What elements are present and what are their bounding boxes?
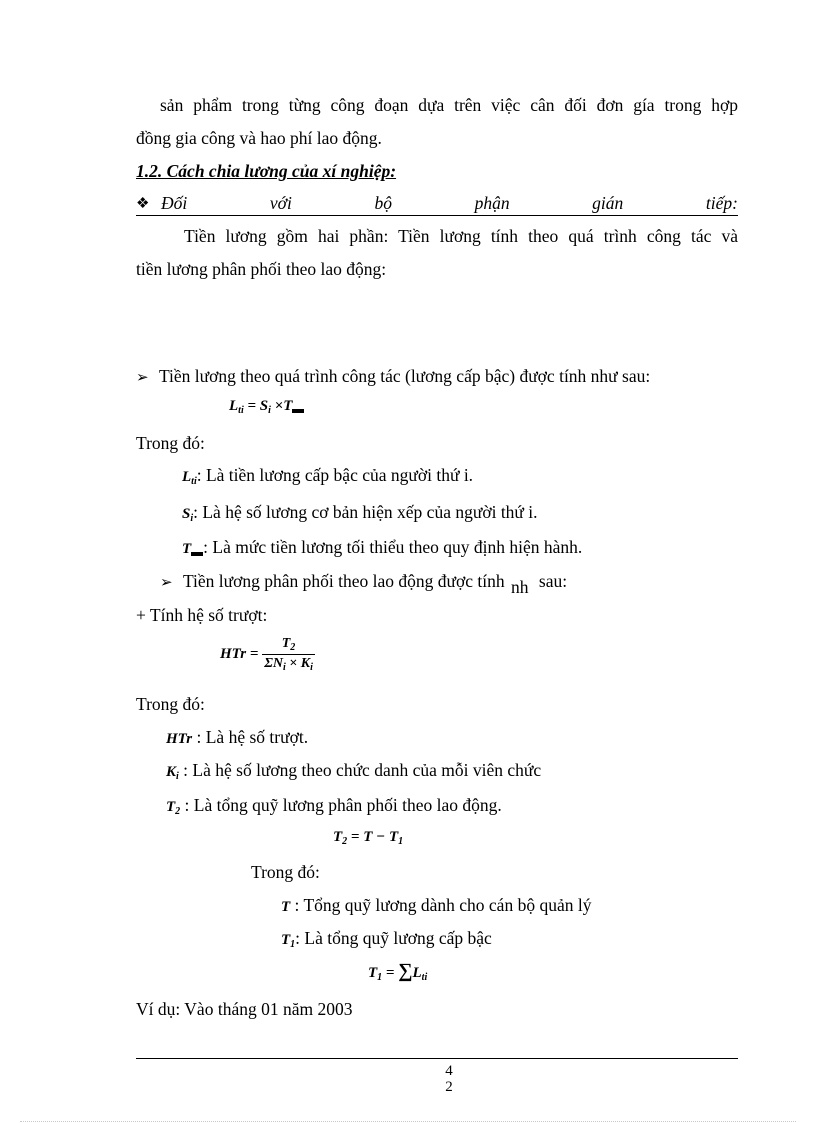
formula-symbol: T (182, 541, 192, 557)
example-line: Ví dụ: Vào tháng 01 năm 2003 (136, 999, 353, 1019)
definition-text: : Tổng quỹ lương dành cho cán bộ quản lý (290, 895, 592, 915)
formula-symbol: T (368, 965, 378, 981)
formula-subscript: i (310, 662, 313, 673)
formula-subscript: 1 (290, 939, 296, 950)
formula-symbol: T (281, 899, 291, 915)
formula-subscript: 2 (175, 806, 181, 817)
formula-symbol (166, 799, 180, 815)
formula-symbol: HTr (220, 646, 247, 662)
formula-t2 (333, 829, 403, 847)
fraction-denominator (262, 655, 315, 673)
definition-text: : Là tiền lương cấp bậc của người thứ i. (196, 465, 474, 485)
definition-row (281, 928, 492, 950)
formula-t1 (368, 960, 427, 983)
definition-row (166, 760, 541, 782)
list-item-text: Tiền lương theo quá trình công tác (lương cấp bậc) được tính như sau: (158, 366, 651, 386)
formula-operator: = (246, 646, 263, 662)
section-heading: 1.2. Cách chia lương của xí nghiệp: (136, 161, 397, 181)
definition-text: : Là tổng quỹ lương cấp bậc (295, 928, 492, 948)
formula-symbol: $S_i$ (182, 506, 194, 524)
formula-symbol: T (333, 829, 343, 845)
plus-line: + Tính hệ số trượt: (136, 605, 268, 625)
arrow-bullet-icon: ➢ (160, 575, 173, 591)
intro-line: tiền lương phân phối theo lao động: (136, 259, 387, 279)
formula-symbol-letter: T (281, 932, 291, 948)
formula-symbol: ΣN (264, 656, 283, 671)
sum-symbol: ∑ (398, 960, 413, 982)
intro-line: Tiền lương gồm hai phần: Tiền lương tính theo quá trình công tác và (184, 226, 738, 246)
list-item-text-end: sau: (538, 571, 568, 591)
bullet-heading-words (161, 193, 738, 214)
page-bottom-border (20, 1121, 796, 1122)
formula-subscript: i (176, 771, 179, 782)
formula-symbol: T (283, 398, 293, 414)
definition-row (182, 465, 473, 487)
heading-word: với (269, 193, 292, 213)
formula-symbol: HTr (166, 731, 193, 747)
formula-operator: = (382, 965, 399, 981)
formula-symbol: T (281, 636, 291, 651)
where-label: Trong đó: (251, 862, 320, 882)
definition-row (182, 502, 538, 524)
footer-divider (136, 1058, 738, 1059)
fraction-numerator (262, 636, 315, 655)
formula-operator: × K (285, 656, 311, 671)
definition-text: : Là hệ số trượt. (192, 727, 309, 747)
formula-subscript: 2 (290, 642, 296, 653)
arrow-bullet-icon: ➢ (136, 370, 149, 386)
heading-word: tiếp: (705, 193, 738, 213)
formula-subscript: ti (421, 972, 428, 983)
formula-symbol (166, 764, 179, 780)
bullet-heading (136, 193, 738, 216)
formula-symbol-letter: K (166, 764, 177, 780)
paragraph-line: đồng gia công và hao phí lao động. (136, 128, 382, 148)
formula-subscript: 1 (377, 972, 383, 983)
formula-symbol-letter: T (166, 799, 176, 815)
formula-l-ti (229, 398, 304, 416)
redacted-subscript-block (191, 552, 203, 556)
formula-operator: × (270, 398, 284, 414)
heading-word: Đối (161, 193, 188, 213)
list-item-text-fragment: nh (511, 577, 529, 597)
heading-word: bộ (374, 193, 392, 213)
definition-row (182, 537, 582, 558)
where-label: Trong đó: (136, 433, 205, 453)
formula-symbol: L (412, 965, 422, 981)
formula-symbol: S (259, 398, 269, 414)
page-number-top: 4 (445, 1063, 453, 1079)
definition-row (166, 727, 308, 748)
formula-fraction (262, 636, 315, 673)
definition-text: : Là tổng quỹ lương phân phối theo lao động. (180, 795, 502, 815)
formula-subscript: 2 (342, 836, 348, 847)
formula-subscript: 1 (398, 836, 404, 847)
heading-word: phận (474, 193, 510, 213)
formula-symbol (281, 932, 295, 948)
formula-subscript: ti (238, 405, 244, 416)
formula-htr (220, 636, 315, 673)
definition-text: : Là hệ số lương theo chức danh của mỗi viên chức (178, 760, 542, 780)
definition-text: : Là hệ số lương cơ bản hiện xếp của người thứ i. (193, 502, 538, 522)
formula-symbol: L (229, 398, 239, 414)
definition-row (281, 895, 591, 916)
list-item-text: Tiền lương phân phối theo lao động được tính (182, 571, 505, 591)
formula-subscript: i (282, 662, 286, 673)
definition-row (166, 795, 502, 817)
list-item (160, 571, 568, 597)
page-number (443, 1063, 455, 1095)
definition-text: : Là mức tiền lương tối thiểu theo quy định hiện hành. (203, 537, 583, 557)
heading-word: gián (592, 193, 624, 213)
formula-expression: = T − T (347, 829, 399, 845)
diamond-bullet-icon: ❖ (136, 196, 150, 212)
formula-subscript: i (268, 405, 271, 416)
formula-symbol: $L_{ti}$ (182, 469, 197, 487)
paragraph-line: sản phẩm trong từng công đoạn dựa trên việc cân đối đơn gía trong hợp (160, 95, 738, 115)
formula-operator: = (243, 398, 260, 414)
redacted-subscript-block (292, 409, 304, 413)
where-label: Trong đó: (136, 694, 205, 714)
list-item (136, 366, 650, 387)
page-number-bottom: 2 (445, 1079, 453, 1095)
